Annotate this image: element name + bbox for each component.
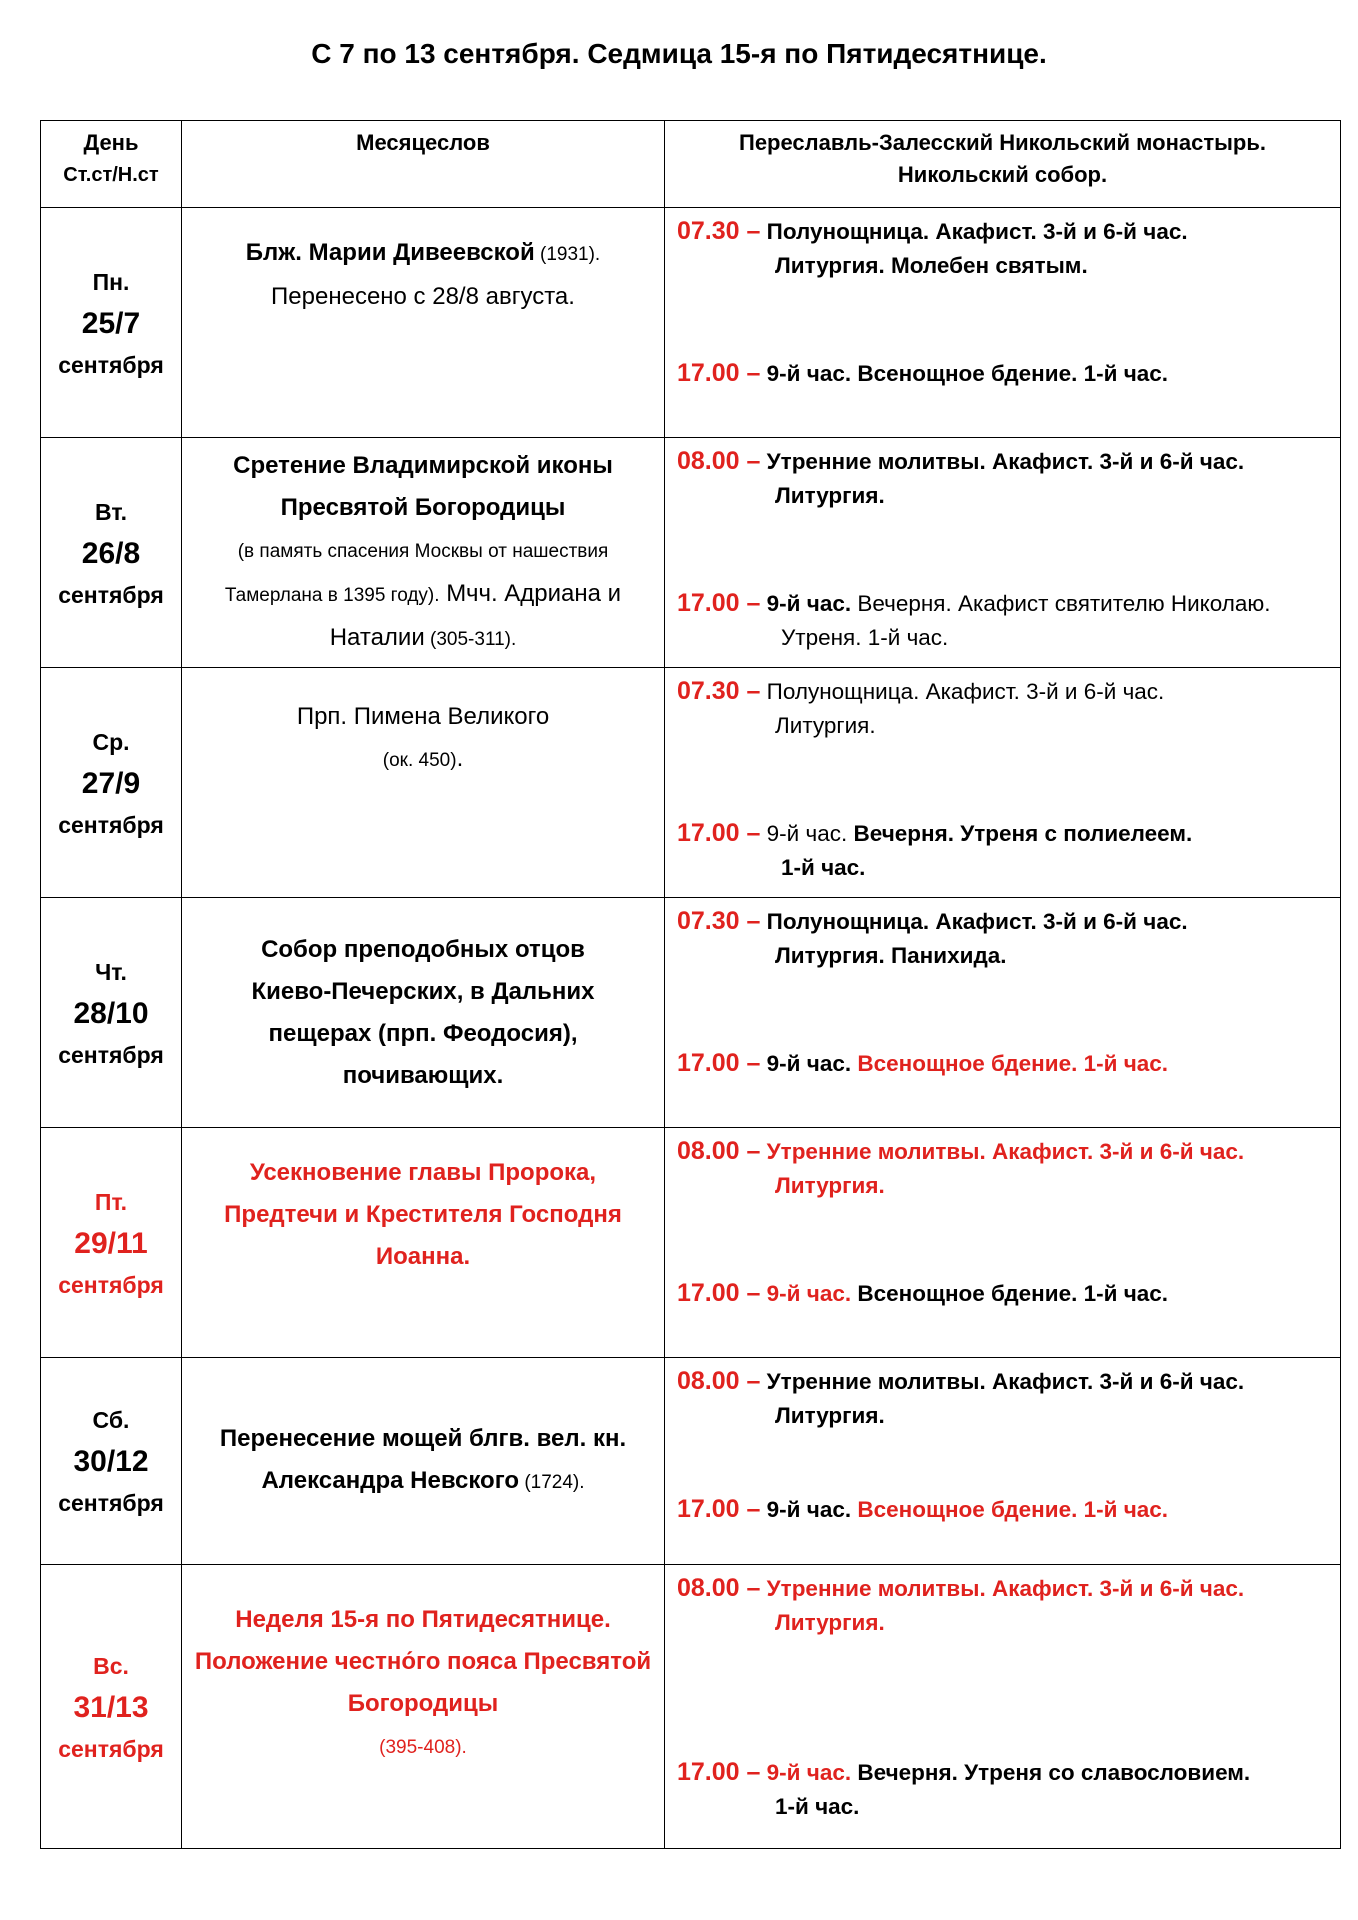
service-time: 08.00 – <box>677 447 761 475</box>
feast-name: Блж. Марии Дивеевской <box>245 239 535 266</box>
day-name: Сб. <box>92 1407 130 1433</box>
feast-cell <box>182 1358 665 1565</box>
morning-service <box>677 1571 1332 1640</box>
services-cell <box>665 1128 1341 1358</box>
service-hour: 9-й час. <box>760 1051 852 1076</box>
service-text: Полунощница. Акафист. 3-й и 6-й час. <box>760 909 1188 934</box>
header-menologion: Месяцеслов <box>182 121 665 208</box>
evening-service <box>677 586 1332 655</box>
day-cell <box>41 1128 182 1358</box>
day-date: 27/9 <box>81 766 141 800</box>
day-date: 25/7 <box>81 306 141 340</box>
service-time: 07.30 – <box>677 217 761 245</box>
feast-cell <box>182 1128 665 1358</box>
service-text: Утренние молитвы. Акафист. 3-й и 6-й час. <box>760 449 1245 474</box>
day-cell <box>41 898 182 1128</box>
service-hour: 9-й час. <box>760 821 848 846</box>
day-cell <box>41 1358 182 1565</box>
day-date: 31/13 <box>73 1690 149 1724</box>
morning-service <box>677 214 1332 283</box>
service-hour: 9-й час. <box>760 1760 852 1785</box>
service-text: Утренние молитвы. Акафист. 3-й и 6-й час. <box>760 1139 1245 1164</box>
day-name: Пт. <box>94 1188 128 1215</box>
service-time: 17.00 – <box>677 1279 761 1307</box>
service-time: 17.00 – <box>677 1758 761 1786</box>
table-row-thu <box>41 898 1341 1128</box>
feast-name: Собор преподобных отцов Киево-Печерских, в Дальних пещерах (прп. Феодосия), почивающих. <box>251 935 595 1089</box>
services-cell <box>665 668 1341 898</box>
service-text-cont: Литургия. <box>775 483 885 508</box>
table-row-fri <box>41 1128 1341 1358</box>
day-cell <box>41 438 182 668</box>
services-cell <box>665 898 1341 1128</box>
service-text-cont: Литургия. <box>775 1173 885 1198</box>
day-cell <box>41 208 182 438</box>
day-date: 28/10 <box>73 996 149 1030</box>
service-text-cont: Литургия. <box>775 713 876 738</box>
service-time: 08.00 – <box>677 1574 761 1602</box>
service-text-cont: Литургия. <box>775 1403 885 1428</box>
day-month: сентября <box>58 811 164 838</box>
service-text: Полунощница. Акафист. 3-й и 6-й час. <box>760 219 1188 244</box>
header-place-line1: Переславль-Залесский Никольский монастырь. <box>739 130 1266 155</box>
day-month: сентября <box>58 1041 164 1068</box>
day-month: сентября <box>58 1271 164 1298</box>
evening-service <box>677 1276 1332 1311</box>
feast-cell <box>182 438 665 668</box>
service-text-cont: Литургия. <box>775 1610 885 1635</box>
service-text-cont: 1-й час. <box>775 1794 860 1819</box>
day-cell <box>41 1565 182 1849</box>
service-hour: 9-й час. <box>760 591 852 616</box>
morning-service <box>677 444 1332 513</box>
morning-service <box>677 904 1332 973</box>
service-time: 07.30 – <box>677 677 761 705</box>
service-hour: 9-й час. <box>760 1497 852 1522</box>
morning-service <box>677 674 1332 743</box>
table-row-sat <box>41 1358 1341 1565</box>
evening-service <box>677 816 1332 885</box>
feast-name: Прп. Пимена Великого <box>296 703 550 730</box>
day-date: 30/12 <box>73 1445 149 1478</box>
feast-year: (305-311). <box>424 628 517 650</box>
service-time: 17.00 – <box>677 359 761 387</box>
service-time: 17.00 – <box>677 1049 761 1077</box>
service-text: Всенощное бдение. 1-й час. <box>851 1497 1169 1522</box>
service-text: Утренние молитвы. Акафист. 3-й и 6-й час. <box>760 1369 1245 1394</box>
feast-year: (395-408). <box>379 1737 467 1758</box>
evening-service <box>677 356 1332 391</box>
service-text-cont: Литургия. Молебен святым. <box>775 253 1088 278</box>
feast-cell <box>182 1565 665 1849</box>
day-name: Вс. <box>93 1652 129 1679</box>
service-text: Всенощное бдение. 1-й час. <box>851 1281 1169 1306</box>
service-time: 17.00 – <box>677 589 761 617</box>
service-text: Вечерня. Акафист святителю Николаю. <box>851 591 1271 616</box>
feast-name: Усекновение главы Пророка, Предтечи и Крестителя Господня Иоанна. <box>224 1159 622 1270</box>
day-name: Пн. <box>92 268 130 295</box>
table-row-tue <box>41 438 1341 668</box>
service-text: Вечерня. Утреня со славословием. <box>851 1760 1251 1785</box>
feast-martyrs: Мчч. Адриана и Наталии <box>329 579 622 651</box>
feast-note: (в память спасения Москвы от нашествия Тамерлана в 1395 году). <box>224 540 609 606</box>
day-name: Чт. <box>95 958 127 985</box>
evening-service <box>677 1492 1332 1527</box>
service-time: 07.30 – <box>677 907 761 935</box>
feast-name: Перенесение мощей блгв. вел. кн. Александра Невского <box>219 1425 627 1494</box>
table-row-mon <box>41 208 1341 438</box>
evening-service <box>677 1046 1332 1081</box>
services-cell <box>665 1565 1341 1849</box>
table-row-sun <box>41 1565 1341 1849</box>
service-text: Вечерня. Утреня с полиелеем. <box>847 821 1193 846</box>
feast-year: (1724). <box>519 1472 585 1493</box>
day-date: 29/11 <box>74 1226 148 1260</box>
service-hour: 9-й час. <box>760 1281 852 1306</box>
service-time: 08.00 – <box>677 1367 761 1395</box>
day-name: Вт. <box>95 498 127 525</box>
feast-year: (ок. 450) <box>382 750 457 771</box>
service-text: Утренние молитвы. Акафист. 3-й и 6-й час. <box>760 1576 1245 1601</box>
service-time: 17.00 – <box>677 1495 761 1523</box>
header-day-sublabel: Ст.ст/Н.ст <box>63 164 159 186</box>
service-text: 9-й час. Всенощное бдение. 1-й час. <box>760 361 1169 386</box>
services-cell <box>665 1358 1341 1565</box>
header-place-line2: Никольский собор. <box>897 162 1108 187</box>
feast-cell <box>182 898 665 1128</box>
service-text-cont: 1-й час. <box>781 855 866 880</box>
page-title: С 7 по 13 сентября. Седмица 15-я по Пятидесятнице. <box>311 38 1047 69</box>
feast-name: Сретение Владимирской иконы Пресвятой Богородицы <box>233 451 613 521</box>
table-row-wed <box>41 668 1341 898</box>
service-text: Всенощное бдение. 1-й час. <box>851 1051 1169 1076</box>
feast-punct: . <box>456 745 464 772</box>
day-date: 26/8 <box>81 536 141 570</box>
services-cell <box>665 438 1341 668</box>
day-month: сентября <box>58 1735 164 1762</box>
header-day <box>41 121 182 208</box>
evening-service <box>677 1755 1332 1824</box>
header-day-label: День <box>83 130 139 155</box>
morning-service <box>677 1134 1332 1203</box>
header-place <box>665 121 1341 208</box>
service-text: Полунощница. Акафист. 3-й и 6-й час. <box>760 679 1165 704</box>
service-time: 08.00 – <box>677 1137 761 1165</box>
service-text-cont: Утреня. 1-й час. <box>781 625 949 650</box>
day-cell <box>41 668 182 898</box>
day-month: сентября <box>58 351 164 378</box>
table-header-row <box>41 121 1341 208</box>
day-month: сентября <box>58 581 164 608</box>
feast-cell <box>182 208 665 438</box>
morning-service <box>677 1364 1332 1433</box>
feast-cell <box>182 668 665 898</box>
day-month: сентября <box>58 1490 164 1516</box>
feast-year: (1931). <box>534 244 601 265</box>
service-text-cont: Литургия. Панихида. <box>775 943 1007 968</box>
services-cell <box>665 208 1341 438</box>
service-time: 17.00 – <box>677 819 761 847</box>
feast-note: Перенесено с 28/8 августа. <box>271 283 575 310</box>
schedule-table <box>40 120 1341 1849</box>
day-name: Ср. <box>92 728 130 755</box>
feast-name: Неделя 15-я по Пятидесятнице. Положение честно́го пояса Пресвятой Богородицы <box>194 1606 652 1717</box>
